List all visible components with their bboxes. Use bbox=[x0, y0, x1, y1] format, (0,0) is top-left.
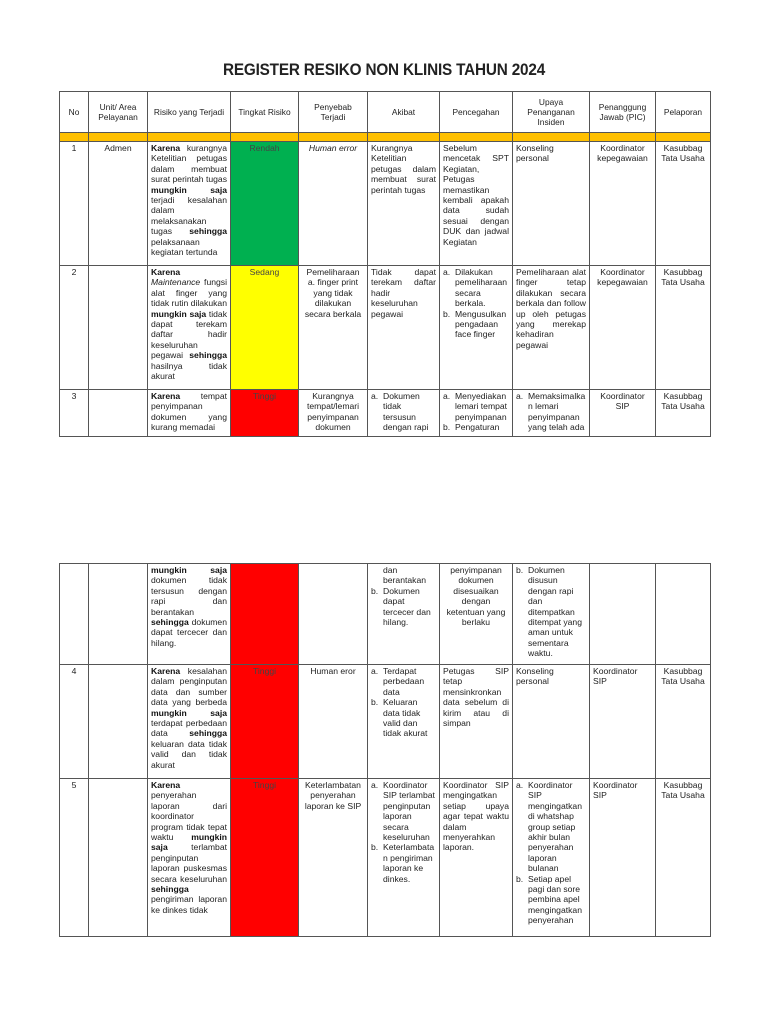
header-penyebab: Penyebab Terjadi bbox=[299, 92, 368, 133]
cell-pencegahan: Koordinator SIP mengingatkan setiap upaya agar tepat waktu dalam menyerahkan laporan. bbox=[440, 779, 513, 937]
risk-sehingga: sehingga bbox=[189, 226, 227, 237]
cell-pelaporan: Kasubbag Tata Usaha bbox=[656, 266, 711, 390]
list-item: b. Pengaturan bbox=[443, 422, 500, 433]
table-row bbox=[60, 266, 711, 390]
cell-akibat bbox=[368, 665, 440, 779]
risk-cause: fungsi alat finger yang tidak rutin dilakukan bbox=[151, 277, 227, 309]
header-pelaporan: Pelaporan bbox=[656, 92, 711, 133]
cell-akibat bbox=[368, 779, 440, 937]
cell-penyebab: Pemeliharaan a. finger print yang tidak dilakukan secara berkala bbox=[299, 266, 368, 390]
risk-sehingga: sehingga bbox=[189, 350, 227, 361]
risk-level-cell: Rendah bbox=[231, 142, 299, 266]
cell-pic: Koordinator kepegawaian bbox=[590, 266, 656, 390]
cell-risk bbox=[148, 665, 231, 779]
cell-unit bbox=[89, 665, 148, 779]
cell-unit bbox=[89, 390, 148, 437]
cell-risk bbox=[148, 266, 231, 390]
risk-level-cell: Sedang bbox=[231, 266, 299, 390]
table-header-row bbox=[60, 92, 711, 133]
akibat-continued: dan berantakan bbox=[383, 565, 427, 586]
list-item: a. Dokumen tidak tersusun dengan rapi bbox=[371, 391, 429, 433]
cell-risk bbox=[148, 142, 231, 266]
table-row bbox=[60, 390, 711, 437]
list-item: b. Mengusulkan pengadaan face finger bbox=[443, 308, 507, 340]
cell-pelaporan: Kasubbag Tata Usaha bbox=[656, 142, 711, 266]
cell-penyebab bbox=[299, 142, 368, 266]
risk-cause: tempat penyimpanan dokumen yang kurang memadai bbox=[151, 391, 227, 433]
penyebab-text: Human error bbox=[308, 143, 358, 153]
risk-mungkin: mungkin saja bbox=[151, 707, 227, 718]
cell-upaya: Konseling personal bbox=[513, 142, 590, 266]
cell-unit: Admen bbox=[89, 142, 148, 266]
cell-upaya: Pemeliharaan alat finger tetap dilakukan secara berkala dan follow up oleh petugas yang merekap kehadiran pegawai bbox=[513, 266, 590, 390]
risk-karena: Karena bbox=[151, 267, 181, 277]
cell-pencegahan bbox=[440, 266, 513, 390]
cell-pencegahan bbox=[440, 390, 513, 437]
table-row bbox=[60, 564, 711, 665]
cell-unit bbox=[89, 266, 148, 390]
cell-upaya bbox=[513, 390, 590, 437]
risk-end: hasilnya tidak akurat bbox=[151, 360, 227, 382]
cell-risk bbox=[148, 390, 231, 437]
header-no: No bbox=[60, 92, 89, 133]
cell-no: 4 bbox=[60, 665, 89, 779]
list-item: b. Dokumen dapat tercecer dan hilang. bbox=[371, 585, 431, 628]
cell-risk bbox=[148, 564, 231, 665]
risk-cause: penyerahan laporan dari koordinator program tidak tepat waktu bbox=[151, 790, 227, 843]
risk-karena: Karena bbox=[151, 391, 181, 401]
cell-unit bbox=[89, 564, 148, 665]
risk-end: keluaran data tidak valid dan tidak akurat bbox=[151, 738, 227, 770]
table-row bbox=[60, 779, 711, 937]
risk-mid: dokumen tidak tersusun dengan rapi dan berantakan bbox=[151, 575, 227, 617]
list-item: a. Menyediakan lemari tempat penyimpanan bbox=[443, 391, 508, 422]
cell-akibat bbox=[368, 390, 440, 437]
header-akibat: Akibat bbox=[368, 92, 440, 133]
cell-penyebab: Keterlambatan penyerahan laporan ke SIP bbox=[299, 779, 368, 937]
risk-mungkin: mungkin saja bbox=[151, 832, 227, 853]
cell-penyebab: Human eror bbox=[299, 665, 368, 779]
cell-no: 3 bbox=[60, 390, 89, 437]
cell-upaya: Konseling personal bbox=[513, 665, 590, 779]
cell-unit bbox=[89, 779, 148, 937]
table-row bbox=[60, 142, 711, 266]
risk-mungkin: mungkin saja bbox=[151, 565, 227, 575]
list-item: a. Koordinator SIP mengingatkan di whatshap group setiap akhir bulan penyerahan laporan bulanan bbox=[516, 780, 582, 874]
list-item: a. Terdapat perbedaan data bbox=[371, 666, 425, 697]
risk-mid: terdapat perbedaan data bbox=[151, 718, 227, 739]
risk-level-cell bbox=[231, 564, 299, 665]
risk-mid: tidak dapat terekam daftar hadir keseluruhan pegawai bbox=[151, 308, 227, 361]
risk-maintenance: Maintenance bbox=[151, 277, 201, 288]
document-title: REGISTER RESIKO NON KLINIS TAHUN 2024 bbox=[222, 60, 546, 79]
cell-no: 5 bbox=[60, 779, 89, 937]
cell-pelaporan: Kasubbag Tata Usaha bbox=[656, 779, 711, 937]
cell-akibat bbox=[368, 564, 440, 665]
risk-cause: kesalahan dalam penginputan data dan sumber data yang berbeda bbox=[151, 666, 227, 708]
risk-mungkin: mungkin saja bbox=[151, 308, 207, 319]
highlight-band-row bbox=[60, 133, 711, 142]
cell-penyebab bbox=[299, 564, 368, 665]
risk-level-cell: Tinggi bbox=[231, 779, 299, 937]
risk-end: pengiriman laporan ke dinkes tidak bbox=[151, 894, 227, 915]
risk-mid: terlambat penginputan laporan puskesmas secara keseluruhan bbox=[151, 842, 227, 884]
header-tingkat: Tingkat Risiko bbox=[231, 92, 299, 133]
risk-sehingga: sehingga bbox=[151, 884, 189, 895]
risk-karena: Karena bbox=[151, 666, 181, 676]
risk-level-cell: Tinggi bbox=[231, 665, 299, 779]
cell-risk bbox=[148, 779, 231, 937]
risk-mungkin: mungkin saja bbox=[151, 184, 227, 195]
cell-penyebab: Kurangnya tempat/lemari penyimpanan dokumen bbox=[299, 390, 368, 437]
cell-pic: Koordinator SIP bbox=[590, 779, 656, 937]
cell-upaya bbox=[513, 779, 590, 937]
risk-karena: Karena bbox=[151, 780, 181, 790]
list-item: b. Keterlambata n pengiriman laporan ke dinkes. bbox=[371, 842, 435, 884]
table-row bbox=[60, 665, 711, 779]
list-item: a. Dilakukan pemeliharaan secara berkala. bbox=[443, 267, 508, 309]
cell-upaya bbox=[513, 564, 590, 665]
list-item: b. Keluaran data tidak valid dan tidak akurat bbox=[371, 697, 428, 739]
risk-karena: Karena bbox=[151, 143, 181, 153]
risk-register-table bbox=[59, 91, 711, 437]
cell-no bbox=[60, 564, 89, 665]
risk-level-cell: Tinggi bbox=[231, 390, 299, 437]
risk-register-table-continued bbox=[59, 563, 711, 937]
header-risiko: Risiko yang Terjadi bbox=[148, 92, 231, 133]
risk-mid: terjadi kesalahan dalam melaksanakan tugas bbox=[151, 195, 227, 237]
cell-pic bbox=[590, 564, 656, 665]
risk-cause: kurangnya Ketelitian petugas dalam membuat surat perintah tugas bbox=[151, 143, 227, 185]
list-item: a. Memaksimalka n lemari penyimpanan yang telah ada bbox=[516, 391, 586, 433]
cell-pic: Koordinator SIP bbox=[590, 665, 656, 779]
header-unit: Unit/ Area Pelayanan bbox=[89, 92, 148, 133]
cell-akibat: Kurangnya Ketelitian petugas dalam membuat surat perintah tugas bbox=[368, 142, 440, 266]
list-item: a. Koordinator SIP terlambat penginputan laporan secara keseluruhan bbox=[371, 780, 435, 843]
cell-pelaporan bbox=[656, 564, 711, 665]
cell-pic: Koordinator SIP bbox=[590, 390, 656, 437]
header-upaya: Upaya Penanganan Insiden bbox=[513, 92, 590, 133]
risk-sehingga: sehingga bbox=[151, 617, 189, 628]
list-item: b. Dokumen disusun dengan rapi dan ditempatkan ditempat yang aman untuk sementara waktu. bbox=[516, 565, 582, 659]
cell-pelaporan: Kasubbag Tata Usaha bbox=[656, 665, 711, 779]
cell-pencegahan: penyimpanan dokumen disesuaikan dengan ketentuan yang berlaku bbox=[440, 564, 513, 665]
cell-pelaporan: Kasubbag Tata Usaha bbox=[656, 390, 711, 437]
header-pencegahan: Pencegahan bbox=[440, 92, 513, 133]
risk-sehingga: sehingga bbox=[189, 728, 227, 739]
header-pic: Penanggung Jawab (PIC) bbox=[590, 92, 656, 133]
cell-pic: Koordinator kepegawaian bbox=[590, 142, 656, 266]
cell-no: 2 bbox=[60, 266, 89, 390]
cell-no: 1 bbox=[60, 142, 89, 266]
list-item: b. Setiap apel pagi dan sore pembina apel mengingatkan penyerahan bbox=[516, 873, 582, 926]
cell-akibat: Tidak dapat terekam daftar hadir keseluruhan pegawai bbox=[368, 266, 440, 390]
cell-pencegahan: Petugas SIP tetap mensinkronkan data sebelum di kirim atau di simpan bbox=[440, 665, 513, 779]
risk-end: pelaksanaan kegiatan tertunda bbox=[151, 236, 218, 258]
cell-pencegahan: Sebelum mencetak SPT Kegiatan, Petugas memastikan kembali apakah data sudah sesuai dengan DUK dan jadwal Kegiatan bbox=[440, 142, 513, 266]
risk-end: dokumen dapat tercecer dan hilang. bbox=[151, 617, 227, 648]
